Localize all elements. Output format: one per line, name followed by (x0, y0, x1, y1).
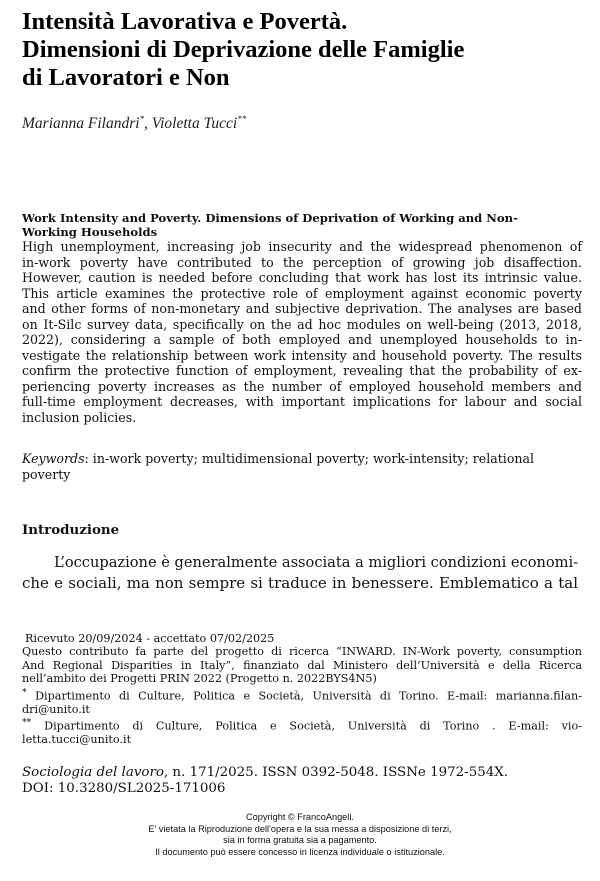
abstract-title (22, 212, 582, 239)
author-name: Marianna Filandri (22, 115, 140, 133)
keywords-label: Keywords (22, 451, 85, 466)
affiliation-line (22, 686, 582, 703)
author-separator: , (144, 115, 152, 133)
abstract-line: full-time employment decreases, with important implications for labour and social (22, 394, 582, 409)
abstract-line: vestigate the relationship between work intensity and household poverty. The results (22, 347, 582, 363)
abstract-line: However, caution is needed before concluding that work has lost its intrinsic value. (22, 270, 582, 285)
copyright-line: Copyright © FrancoAngeli. (246, 812, 354, 822)
journal-line (22, 765, 582, 781)
received-date: Ricevuto 20/09/2024 - accettato 07/02/2025 (25, 632, 275, 645)
body-line: che e sociali, ma non sempre si traduce in benessere. Emblematico a tal (22, 574, 578, 592)
title-line: Dimensioni di Deprivazione delle Famiglie (22, 36, 465, 63)
affiliation-line: letta.tucci@unito.it (22, 733, 132, 747)
journal-name: Sociologia del lavoro (22, 765, 164, 780)
body-paragraph (22, 553, 578, 593)
footnote-mark: ** (237, 114, 247, 124)
abstract-line: inclusion policies. (22, 409, 137, 425)
abstract-line: This article examines the protective role of employment against economic poverty (22, 285, 582, 301)
keywords-line (22, 451, 582, 467)
abstract-title-line: Work Intensity and Poverty. Dimensions of Deprivation of Working and Non- (22, 211, 518, 225)
footnote-mark: * (139, 114, 145, 124)
footnote-mark: ** (22, 717, 32, 729)
abstract-line: confirm the protective function of employment, revealing that the probability of ex- (22, 363, 582, 378)
project-note-line: And Regional Disparities in Italy”, finanziato dal Ministero dell’Università e della Ricerca (22, 658, 582, 672)
abstract-line: periencing poverty increases as the number of employed household members and (22, 378, 582, 394)
abstract-line: High unemployment, increasing job insecurity and the widespread phenomenon of (22, 239, 582, 254)
affiliation-line (22, 716, 582, 733)
copyright-notice (0, 812, 600, 858)
abstract-line: on It-Silc survey data, specifically on the ad hoc modules on well-being (2013, 2018, (22, 316, 582, 332)
journal-details: , n. 171/2025. ISSN 0392-5048. ISSNe 1972-554X. (163, 765, 509, 780)
copyright-line: Il documento può essere concesso in licenza individuale o istituzionale. (155, 846, 445, 857)
footnotes (22, 632, 582, 747)
project-note-line: Questo contributo fa parte del progetto di ricerca “INWARD. IN-Work poverty, consumption (22, 645, 582, 659)
author-name: Violetta Tucci (151, 115, 238, 133)
title-line: di Lavoratori e Non (22, 64, 230, 91)
abstract-line: in-work poverty have contributed to the perception of growing job disaffection. (22, 254, 582, 270)
abstract-body (22, 239, 582, 425)
body-line: L’occupazione è generalmente associata a migliori condizioni economi- (54, 554, 579, 571)
title-line: Intensità Lavorativa e Povertà. (22, 8, 348, 35)
affiliation-text: Dipartimento di Culture, Politica e Società, Università di Torino . E-mail: vio- (31, 719, 582, 733)
copyright-line: sia in forma gratuita sia a pagamento. (223, 835, 377, 846)
affiliation-text: Dipartimento di Culture, Politica e Società, Università di Torino. E-mail: marianna.filan- (26, 689, 582, 703)
footnote-mark: * (22, 686, 27, 698)
copyright-line: E' vietata la Riproduzione dell'opera e la sua messa a disposizione di terzi, (148, 823, 452, 834)
affiliation-line: dri@unito.it (22, 702, 90, 716)
section-heading: Introduzione (22, 522, 120, 538)
doi: DOI: 10.3280/SL2025-171006 (22, 781, 226, 796)
keywords-line: poverty (22, 466, 71, 482)
journal-citation (22, 765, 582, 797)
author-list (22, 114, 246, 133)
abstract-title-line: Working Households (22, 224, 158, 239)
keywords-text: : in-work poverty; multidimensional poverty; work-intensity; relational (84, 451, 535, 466)
abstract-line: 2022), considering a sample of both employed and unemployed households to in- (22, 332, 582, 347)
keywords (22, 451, 582, 482)
project-note-line: nell’ambito dei Progetti PRIN 2022 (Progetto n. 2022BYS4N5) (22, 672, 377, 686)
abstract-line: and other forms of non-monetary and subjective deprivation. The analyses are based (22, 301, 582, 316)
article-title (22, 8, 582, 92)
